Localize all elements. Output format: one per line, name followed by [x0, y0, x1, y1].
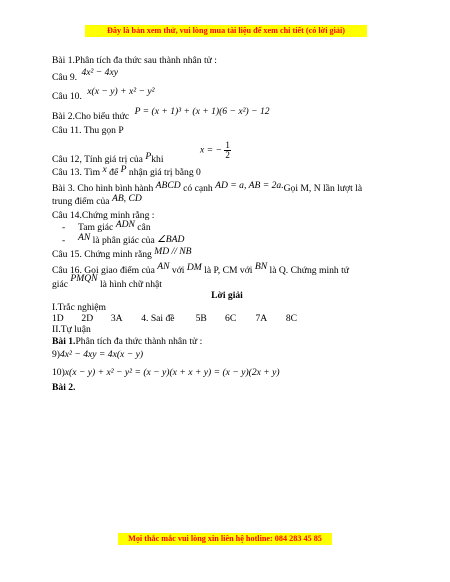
question-16-mid: là P, CM với: [204, 265, 253, 276]
answer-4: 4. Sai đề: [141, 313, 175, 324]
exercise-3-midpoint-text: trung điểm của: [52, 196, 110, 207]
solution-title: Lời giải: [211, 290, 243, 301]
exercise-3-line-2: [52, 193, 142, 208]
solution-9-expression: 4x² − 4xy = 4x(x − y): [60, 349, 144, 360]
exercise-1-title: Bài 1.Phân tích đa thức sau thành nhân tử :: [52, 55, 217, 66]
question-16-an: AN: [157, 261, 170, 272]
question-15: [52, 246, 192, 261]
question-13: [52, 164, 201, 179]
question-14: Câu 14.Chứng minh rằng :: [52, 210, 155, 221]
question-14-item-1: - Tam giác ADN cân: [62, 219, 151, 233]
solution-exercise-1-text: Phân tích đa thức thành nhân tử :: [75, 336, 203, 347]
question-12-x-value: x = −: [200, 144, 223, 156]
question-12-when: khi: [151, 154, 164, 165]
answer-3: 3A: [110, 313, 123, 324]
question-12: [52, 151, 164, 166]
question-9: [52, 67, 118, 84]
question-15-parallel: MD // NB: [154, 246, 192, 257]
answer-1: 1D: [52, 313, 64, 324]
answer-2: 2D: [81, 313, 94, 324]
exercise-2-title: [52, 106, 270, 123]
solution-9: [52, 349, 143, 361]
solution-10: [52, 367, 280, 379]
question-11: Câu 11. Thu gọn P: [52, 125, 124, 136]
exercise-3-condition: AD = a, AB = 2a.: [215, 180, 284, 191]
answer-8: 8C: [285, 313, 298, 324]
question-16-bn: BN: [254, 261, 268, 272]
question-10-label: Câu 10.: [52, 91, 82, 102]
exercise-3-abcd: ABCD: [155, 180, 181, 191]
question-13-rest: nhận giá trị bằng 0: [128, 167, 201, 178]
fraction-numerator: 1: [225, 140, 230, 150]
question-16-quad: giác: [52, 279, 68, 290]
solution-10-expression: x(x − y) + x² − y² = (x − y)(x + x + y) = (x − y)(2x + y): [64, 367, 280, 378]
fraction-one-half: [224, 141, 231, 160]
item-1-triangle: ADN: [115, 219, 135, 230]
item-1-text: Tam giác: [78, 222, 114, 233]
solution-9-label: 9): [52, 349, 60, 360]
question-15-text: Câu 15. Chứng minh rằng: [52, 249, 152, 260]
exercise-2-label: Bài 2.Cho biểu thức: [52, 111, 130, 122]
question-14-item-2: - AN là phân giác của ∠BAD: [62, 232, 185, 246]
solution-exercise-1: [52, 336, 202, 348]
solution-10-label: 10): [52, 367, 65, 378]
answer-5: 5B: [195, 313, 207, 324]
question-13-text: Câu 13. Tìm: [52, 167, 101, 178]
item-2-angle: ∠BAD: [157, 234, 185, 245]
answer-7: 7A: [255, 313, 268, 324]
preview-notice-banner: Đây là bản xem thử, vui lòng mua tài liệu để xem chi tiết (có lời giải): [85, 25, 367, 37]
hotline-banner: Mọi thắc mắc vui lòng xin liên hệ hotline: 084 283 45 85: [118, 533, 332, 545]
item-2-text: là phân giác của: [92, 235, 155, 246]
exercise-3-midpoints: Gọi M, N lần lượt là: [283, 183, 363, 194]
exercise-3-edges: có cạnh: [183, 183, 213, 194]
question-16-with: với: [171, 265, 185, 276]
solution-exercise-2: Bài 2.: [52, 382, 76, 393]
question-12-p: P: [145, 151, 152, 162]
question-12-condition: [200, 141, 231, 160]
multiple-choice-heading: I.Trắc nghiệm: [52, 302, 107, 313]
question-16-end: là Q. Chứng minh tứ: [269, 265, 349, 276]
fraction-denominator: 2: [225, 150, 230, 160]
question-13-p: P: [120, 164, 127, 175]
essay-heading: II.Tự luận: [52, 324, 91, 335]
question-16-dm: DM: [186, 262, 202, 273]
exercise-3-segments: AB, CD: [111, 193, 142, 204]
solution-exercise-1-label: Bài 1.: [52, 336, 76, 347]
answer-6: 6C: [225, 313, 237, 324]
exercise-3-line-1: [52, 180, 363, 195]
question-13-x: x: [102, 164, 107, 175]
exercise-2-expression: P = (x + 1)³ + (x + 1)(6 − x²) − 12: [134, 106, 270, 117]
question-16-rectangle: là hình chữ nhật: [99, 279, 162, 290]
item-2-segment: AN: [78, 232, 91, 243]
question-16-pmqn: PMQN: [70, 273, 98, 284]
question-10: [52, 86, 155, 103]
question-10-expression: x(x − y) + x² − y²: [87, 86, 155, 97]
question-9-expression: 4x² − 4xy: [81, 67, 118, 78]
question-12-text: Câu 12, Tính giá trị của: [52, 154, 143, 165]
item-1-isosceles: cân: [137, 222, 151, 233]
question-13-to: để: [109, 167, 119, 178]
question-9-label: Câu 9.: [52, 72, 78, 83]
question-16-text: Câu 16. Gọi giao điểm của: [52, 265, 155, 276]
exercise-3-text: Bài 3. Cho hình bình hành: [52, 183, 154, 194]
